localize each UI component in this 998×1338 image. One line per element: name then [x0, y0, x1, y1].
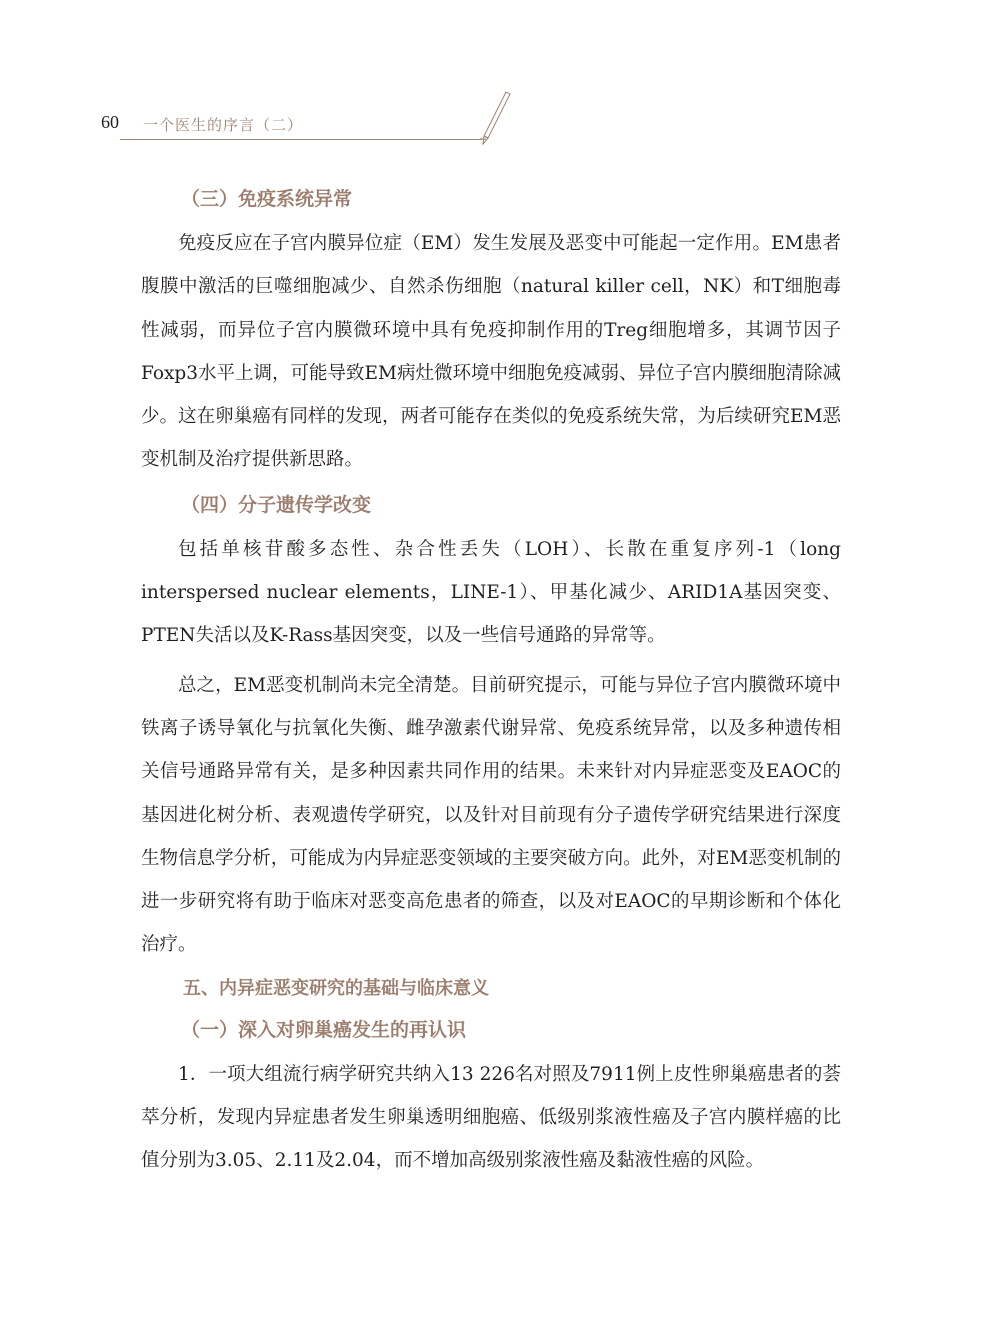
page-number: 60	[101, 112, 119, 132]
paragraph-item-1: 1．一项大组流行病学研究共纳入13 226名对照及7911例上皮性卵巢癌患者的荟萃分析，发现内异症患者发生卵巢透明细胞癌、低级别浆液性癌及子宫内膜样癌的比值分别为3.05、2.11及2.04，而不增加高级别浆液性癌及黏液性癌的风险。	[141, 1063, 841, 1172]
section-heading-immune: （三）免疫系统异常	[181, 188, 353, 210]
paragraph-genetic: 包括单核苷酸多态性、杂合性丢失（LOH）、长散在重复序列-1（long interspersed nuclear elements，LINE-1）、甲基化减少、ARID1A基因突变、PTEN失活以及K-Rass基因突变，以及一些信号通路的异常等。	[141, 538, 841, 647]
section-heading-genetic: （四）分子遗传学改变	[181, 493, 372, 516]
paragraph-summary: 总之，EM恶变机制尚未完全清楚。目前研究提示，可能与异位子宫内膜微环境中铁离子诱导氧化与抗氧化失衡、雌孕激素代谢异常、免疫系统异常，以及多种遗传相关信号通路异常有关，是多种因素共同作用的结果。未来针对内异症恶变及EAOC的基因进化树分析、表观遗传学研究，以及针对目前现有分子遗传学研究结果进行深度生物信息学分析，可能成为内异症恶变领域的主要突破方向。此外，对EM恶变机制的进一步研究将有助于临床对恶变高危患者的筛查，以及对EAOC的早期诊断和个体化治疗。	[141, 674, 841, 956]
book-title: 一个医生的序言（二）	[143, 116, 304, 134]
page-header	[0, 0, 998, 160]
subsection-heading-1: （一）深入对卵巢癌发生的再认识	[181, 1018, 467, 1041]
section-heading-5: 五、内异症恶变研究的基础与临床意义	[183, 977, 489, 999]
paragraph-immune: 免疫反应在子宫内膜异位症（EM）发生发展及恶变中可能起一定作用。EM患者腹膜中激活的巨噬细胞减少、自然杀伤细胞（natural killer cell，NK）和T细胞毒性减弱，而异位子宫内膜微环境中具有免疫抑制作用的Treg细胞增多，其调节因子Foxp3水平上调，可能导致EM病灶微环境中细胞免疫减弱、异位子宫内膜细胞清除减少。这在卵巢癌有同样的发现，两者可能存在类似的免疫系统失常，为后续研究EM恶变机制及治疗提供新思路。	[141, 233, 841, 471]
page-body	[141, 182, 841, 1189]
header-divider	[120, 139, 482, 140]
pen-nib-icon	[476, 90, 516, 146]
